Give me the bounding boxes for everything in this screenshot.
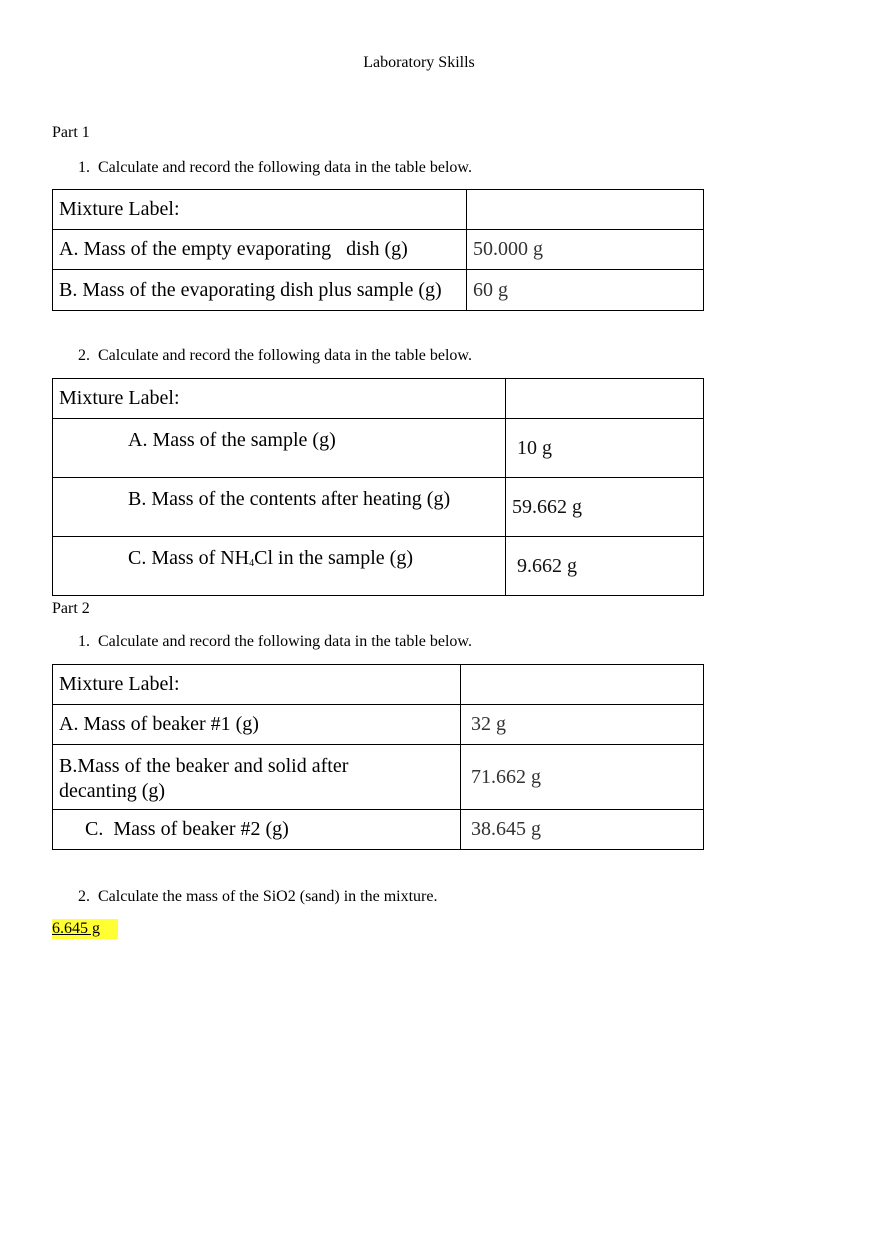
part-1-table-2 bbox=[52, 378, 704, 596]
row-value: 60 g bbox=[467, 270, 704, 311]
subscript: 4 bbox=[249, 558, 255, 569]
part-1-question-2 bbox=[78, 347, 472, 365]
table-row bbox=[53, 379, 704, 419]
row-value bbox=[467, 190, 704, 230]
table-row bbox=[53, 810, 704, 850]
row-value: 38.645 g bbox=[461, 810, 704, 850]
table-row bbox=[53, 745, 704, 810]
question-number: 1. bbox=[78, 633, 90, 650]
row-label: B. Mass of the evaporating dish plus sample (g) bbox=[53, 270, 467, 311]
row-label: A. Mass of the empty evaporating dish (g) bbox=[53, 230, 467, 270]
row-label: C. Mass of beaker #2 (g) bbox=[53, 810, 461, 850]
highlighted-answer: 6.645 g bbox=[52, 919, 118, 939]
part-2-label: Part 2 bbox=[52, 600, 90, 617]
row-label: Mixture Label: bbox=[53, 665, 461, 705]
document-title: Laboratory Skills bbox=[363, 54, 475, 71]
question-number: 2. bbox=[78, 888, 90, 905]
row-value bbox=[506, 379, 704, 419]
row-value bbox=[461, 665, 704, 705]
row-label: Mixture Label: bbox=[53, 190, 467, 230]
row-label: A. Mass of beaker #1 (g) bbox=[53, 705, 461, 745]
row-value: 50.000 g bbox=[467, 230, 704, 270]
table-row bbox=[53, 230, 704, 270]
table-row bbox=[53, 537, 704, 596]
row-label: A. Mass of the sample (g) bbox=[53, 419, 506, 478]
part-2-table-1 bbox=[52, 664, 704, 850]
row-label: B.Mass of the beaker and solid after decanting (g) bbox=[53, 745, 461, 810]
table-row bbox=[53, 190, 704, 230]
row-label bbox=[53, 537, 506, 596]
question-number: 2. bbox=[78, 347, 90, 364]
question-text: Calculate the mass of the SiO2 (sand) in the mixture. bbox=[98, 888, 438, 905]
row-value: 10 g bbox=[506, 419, 704, 478]
label-text: Cl in the sample (g) bbox=[254, 547, 413, 569]
row-value: 9.662 g bbox=[506, 537, 704, 596]
row-label: B. Mass of the contents after heating (g) bbox=[53, 478, 506, 537]
table-row bbox=[53, 705, 704, 745]
label-text: C. Mass of NH bbox=[128, 547, 250, 569]
question-number: 1. bbox=[78, 159, 90, 176]
row-label: Mixture Label: bbox=[53, 379, 506, 419]
table-row bbox=[53, 270, 704, 311]
question-text: Calculate and record the following data in the table below. bbox=[98, 633, 472, 650]
part-1-label: Part 1 bbox=[52, 124, 90, 141]
part-2-question-2 bbox=[78, 888, 437, 906]
table-row bbox=[53, 478, 704, 537]
question-text: Calculate and record the following data in the table below. bbox=[98, 159, 472, 176]
part-1-table-1 bbox=[52, 189, 704, 311]
part-2-question-1 bbox=[78, 633, 472, 651]
part-1-question-1 bbox=[78, 159, 472, 177]
row-value: 32 g bbox=[461, 705, 704, 745]
row-value: 59.662 g bbox=[506, 478, 704, 537]
row-value: 71.662 g bbox=[461, 745, 704, 810]
question-text: Calculate and record the following data in the table below. bbox=[98, 347, 472, 364]
table-row bbox=[53, 665, 704, 705]
table-row bbox=[53, 419, 704, 478]
